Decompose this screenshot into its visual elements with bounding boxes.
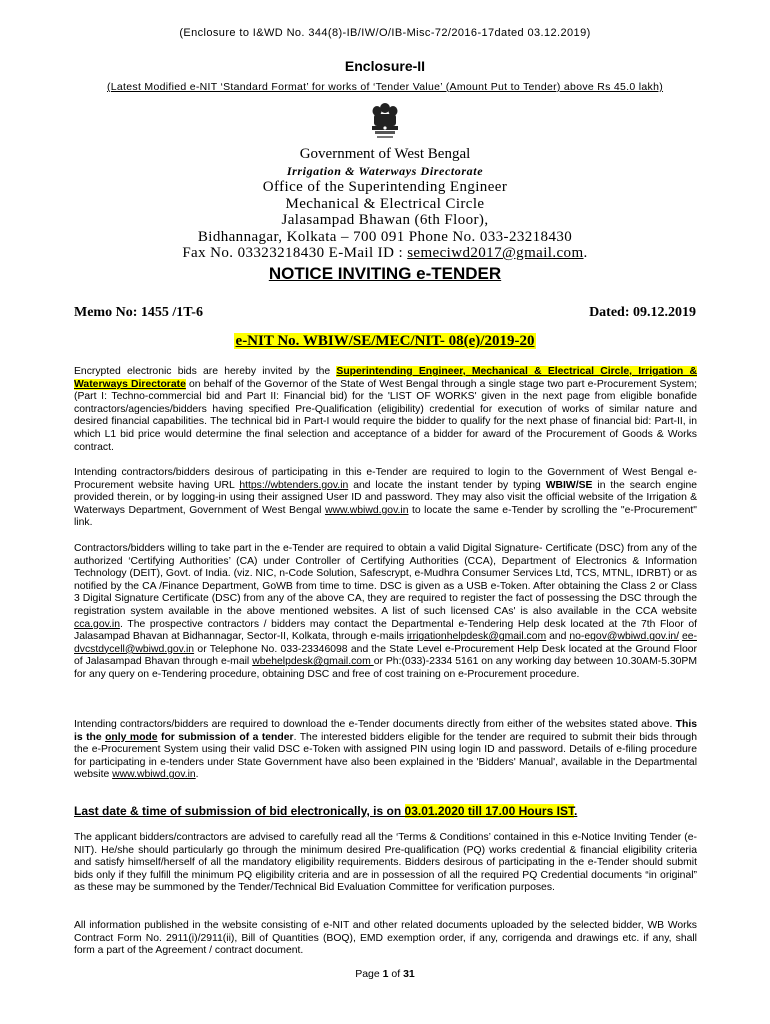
page-footer bbox=[0, 968, 770, 980]
paragraph-download bbox=[74, 719, 697, 782]
paragraph-information: All information published in the website consisting of e-NIT and other related documents uploaded by the selected bidder, WB Works Contract Form No. 2911(i)/2911(ii), Bill of Quantities (BOQ), EMD exemption order, if any, corrigenda and drawings etc. if any, shall form a part of the Agreement / contract document. bbox=[74, 920, 697, 957]
para4-text-c: . bbox=[195, 769, 199, 781]
enit-number-text: e-NIT No. WBIW/SE/MEC/NIT- 08(e)/2019-20 bbox=[235, 333, 535, 349]
enclosure-subtitle bbox=[0, 81, 770, 93]
notice-title: NOTICE INVITING e-TENDER bbox=[268, 264, 502, 283]
para1-highlight: Superintending Engineer, Mechanical & Electrical Circle, Irrigation & Waterways Directorate bbox=[74, 366, 698, 390]
enclosure-reference: (Enclosure to I&WD No. 344(8)-IB/IW/O/IB-Misc-72/2016-17dated 03.12.2019) bbox=[179, 27, 591, 39]
last-date-highlight: 03.01.2020 till 17.00 Hours IST bbox=[404, 804, 574, 818]
enit-number bbox=[0, 333, 770, 350]
noegov-email-link[interactable]: no-egov@wbiwd.gov.in/ bbox=[569, 631, 680, 643]
para2-text-c: in the search engine provided therein, or by logging-in using their assigned User ID and password. They may also visit the official website of the Irrigation & Waterways Department, Government of West Bengal bbox=[74, 479, 697, 516]
bhawan-line: Jalasampad Bhawan (6th Floor), bbox=[281, 212, 489, 228]
wbiwd-link-2[interactable]: www.wbiwd.gov.in bbox=[112, 769, 196, 781]
para4-text-a: Intending contractors/bidders are required to download the e-Tender documents directly from either of the websites stated above. bbox=[74, 719, 676, 730]
para1-text-b: on behalf of the Governor of the State of West Bengal through a single stage two part e-Procurement System; (Part I: Techno-commercial bid and Part II: Financial bid) for the 'LIST OF WORKS' given in the next page from eligible bonafide contractors/agencies/bidders having specified Pre-Qualification (eligibility) credential for execution of works of similar nature and desired financial capabilities. The technical bid in Part-I would require the bidder to qualify for the next phase of financial bid: Part-II, in which L1 bid price would determine the final selection and acceptance of a bidder for award of the Procurement of Goods & Works contract. bbox=[74, 378, 697, 453]
dvc-email-link[interactable]: ee-dvcstdycell@wbiwd.gov.in bbox=[74, 631, 697, 655]
notice-date: Dated: 09.12.2019 bbox=[589, 305, 696, 320]
footer-page-number: 1 bbox=[382, 968, 389, 980]
para2-search-term: WBIW/SE bbox=[545, 479, 593, 491]
directorate-line: Irrigation & Waterways Directorate bbox=[286, 163, 484, 178]
para2-text-b: and locate the instant tender by typing bbox=[348, 479, 546, 491]
para2-text-d: to locate the same e-Tender by scrolling the "e-Procurement" link. bbox=[74, 504, 697, 529]
fax-suffix: . bbox=[583, 245, 588, 261]
last-date-heading bbox=[74, 804, 697, 818]
office-header bbox=[0, 146, 770, 262]
office-email-link[interactable]: semeciwd2017@gmail.com bbox=[407, 245, 584, 261]
para4-bold-2: only mode bbox=[105, 731, 158, 743]
footer-page-label: Page bbox=[355, 968, 383, 980]
office-line: Office of the Superintending Engineer bbox=[262, 179, 508, 195]
enclosure-subtitle-text: (Latest Modified e-NIT ‘Standard Format’ for works of ‘Tender Value’ (Amount Put to Tender) above Rs 45.0 lakh) bbox=[106, 81, 664, 93]
para4-text-b: . The interested bidders eligible for the tender are required to submit their bids through the e-Procurement System using their valid DSC e-Token with assigned PIN using login ID and password. Details of e-filing procedure for participating in e-tenders under State Government have also been explained in the 'Bidders' Manual', available in the Departmental website bbox=[74, 731, 697, 781]
last-date-text: Last date & time of submission of bid electronically, is on bbox=[74, 804, 405, 818]
para3-text-e: or Telephone No. 033-23346098 and the State Level e-Procurement Help Desk located at the Ground Floor of Jalasampad Bhavan through e-mail bbox=[74, 643, 697, 668]
helpdesk-email-link[interactable]: irrigationhelpdesk@gmail.com bbox=[406, 631, 547, 643]
paragraph-dsc bbox=[74, 543, 697, 682]
footer-of-label: of bbox=[388, 968, 404, 980]
para4-bold-1: This is the bbox=[74, 719, 697, 743]
paragraph-advice: The applicant bidders/contractors are advised to carefully read all the ‘Terms & Conditions’ contained in this e-Notice Inviting Tender (e-NIT). He/she should particularly go through the minimum desired Pre-qualification (PQ) works credential & financial eligibility criteria and satisfy himself/herself of all the mandatory eligibility requirements. Bidders desirous of participating in the e-Tender should submit bids only if they fulfill the minimum PQ eligibility criteria and are in possession of all the required PQ Credential documents “in original” as these may be summoned by the Tender/Technical Bid Evaluation Committee for verification purposes. bbox=[74, 832, 697, 894]
para3-text-c: and bbox=[546, 631, 570, 643]
para3-text-b: . The prospective contractors / bidders may contact the Departmental e-Tendering Help desk located at the 7th Floor of Jalasampad Bhavan at Bidhannagar, Sector-II, Kolkata, through e-mails bbox=[74, 618, 697, 643]
enclosure-title: Enclosure-II bbox=[344, 58, 426, 74]
wbehelpdesk-email-link[interactable]: wbehelpdesk@gmail.com bbox=[252, 656, 374, 668]
para1-text-a: Encrypted electronic bids are hereby invited by the bbox=[74, 366, 337, 377]
para3-text-f: or Ph:(033)-2334 5161 on any working day between 10.30AM-5.30PM for any query on e-Tendering procedure, obtaining DSC and free of cost training on e-Procurement procedure. bbox=[74, 656, 698, 680]
fax-text: Fax No. 03323218430 E-Mail ID : bbox=[182, 245, 408, 261]
memo-number: Memo No: 1455 /1T-6 bbox=[74, 305, 203, 320]
para4-bold-3: for submission of a tender bbox=[157, 731, 294, 743]
wbtenders-link[interactable]: https://wbtenders.gov.in bbox=[239, 479, 349, 491]
wbiwd-link[interactable]: www.wbiwd.gov.in bbox=[324, 504, 409, 516]
government-line: Government of West Bengal bbox=[299, 146, 471, 162]
footer-page-total: 31 bbox=[403, 968, 415, 980]
paragraph-login bbox=[74, 467, 697, 530]
cca-link[interactable]: cca.gov.in bbox=[74, 618, 121, 630]
state-emblem-icon bbox=[368, 100, 402, 144]
last-date-suffix: . bbox=[573, 804, 578, 818]
para3-text-a: Contractors/bidders willing to take part in the e-Tender are required to obtain a valid Digital Signature- Certificate (DSC) from any of the authorized ‘Certifying Authorities’ (CA) under Controller of Certifying Authorities (CCA), Department of Electronics & Information Technology (DEIT), Govt. of India. (viz. NIC, n-Code Solution, Safescrypt, e-Mudhra Consumer Services Ltd, TCS, MTNL, IDRBT) or as notified by the CA /Finance Department, GoWB from time to time. DSC is given as a USB e-Token. After obtaining the Class 2 or Class 3 Digital Signature Certificate (DSC) from any of the above CA, they are required to register the fact of possessing the DSC through the registration system available in the above mentioned websites. A list of such licensed CAs' is also available in the CCA website bbox=[74, 543, 697, 617]
fax-email-line bbox=[0, 245, 770, 262]
paragraph-invitation bbox=[74, 366, 697, 454]
address-line: Bidhannagar, Kolkata – 700 091 Phone No. 033-23218430 bbox=[197, 228, 573, 245]
para2-text-a: Intending contractors/bidders desirous of participating in this e-Tender are required to login to the Government of West Bengal e-Procurement website having URL bbox=[74, 467, 697, 491]
circle-line: Mechanical & Electrical Circle bbox=[285, 195, 485, 212]
